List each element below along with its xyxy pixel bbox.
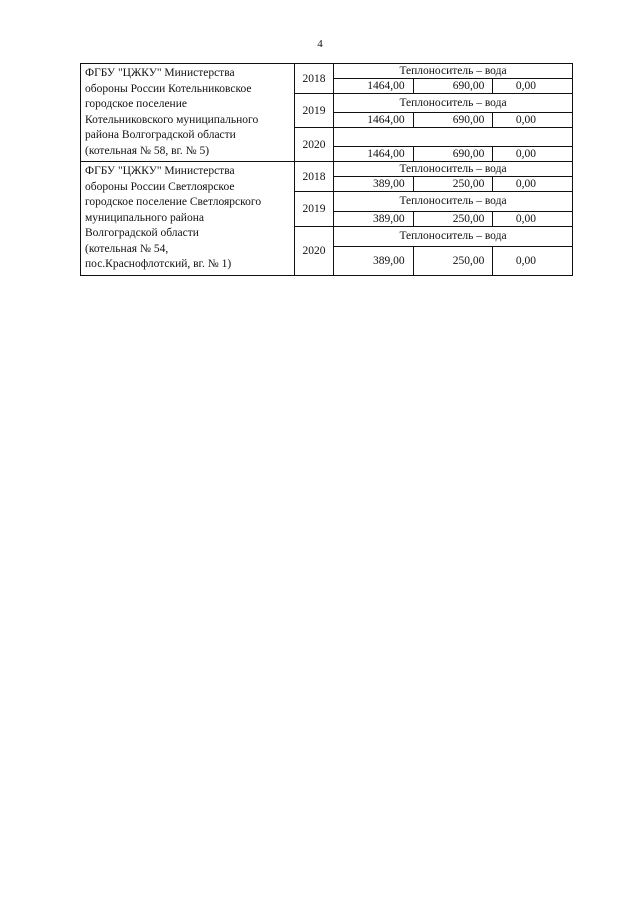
carrier-cell: Теплоноситель – вода (334, 192, 573, 212)
tariff-value-1: 389,00 (334, 246, 414, 275)
organization-cell (81, 64, 295, 162)
organization-line: района Волгоградской области (85, 129, 236, 141)
organization-line: Котельниковского муниципального (85, 113, 259, 126)
tariff-value-3: 0,00 (493, 211, 573, 226)
year-cell: 2019 (295, 192, 334, 227)
tariff-value-2: 690,00 (413, 79, 493, 94)
tariff-value-3: 0,00 (493, 177, 573, 192)
tariff-value-3: 0,00 (493, 113, 573, 128)
organization-line: обороны России Котельниковское (85, 82, 252, 95)
organization-line: ФГБУ "ЦЖКУ" Министерства (85, 165, 235, 177)
organization-line: обороны России Светлоярское (85, 180, 235, 193)
tariff-value-2: 250,00 (413, 246, 493, 275)
carrier-cell: Теплоноситель – вода (334, 226, 573, 246)
tariff-value-1: 389,00 (334, 177, 414, 192)
year-cell: 2018 (295, 64, 334, 94)
carrier-cell: Теплоноситель – вода (334, 162, 573, 177)
tariff-value-2: 250,00 (413, 211, 493, 226)
carrier-cell: Теплоноситель – вода (334, 94, 573, 113)
tariff-value-3: 0,00 (493, 79, 573, 94)
tariff-value-1: 1464,00 (334, 79, 414, 94)
tariff-value-2: 690,00 (413, 147, 493, 162)
organization-line: муниципального района (85, 211, 204, 224)
carrier-cell: Теплоноситель – вода (334, 64, 573, 79)
carrier-cell (334, 128, 573, 147)
tariff-value-1: 1464,00 (334, 147, 414, 162)
tariff-value-1: 389,00 (334, 211, 414, 226)
organization-line: (котельная № 58, вг. № 5) (85, 144, 210, 157)
organization-cell (81, 162, 295, 276)
organization-line: пос.Краснофлотский, вг. № 1) (85, 258, 232, 270)
year-cell: 2018 (295, 162, 334, 192)
organization-line: городское поселение (85, 98, 187, 110)
year-cell: 2020 (295, 128, 334, 162)
page-number: 4 (317, 38, 323, 50)
year-cell: 2020 (295, 226, 334, 275)
organization-line: городское поселение Светлоярского (85, 196, 262, 208)
tariff-table (80, 63, 573, 276)
tariff-value-3: 0,00 (493, 147, 573, 162)
tariff-value-1: 1464,00 (334, 113, 414, 128)
organization-line: ФГБУ "ЦЖКУ" Министерства (85, 67, 235, 79)
tariff-value-3: 0,00 (493, 246, 573, 275)
tariff-value-2: 690,00 (413, 113, 493, 128)
organization-line: (котельная № 54, (85, 242, 169, 255)
year-cell: 2019 (295, 94, 334, 128)
tariff-value-2: 250,00 (413, 177, 493, 192)
organization-line: Волгоградской области (85, 227, 199, 239)
